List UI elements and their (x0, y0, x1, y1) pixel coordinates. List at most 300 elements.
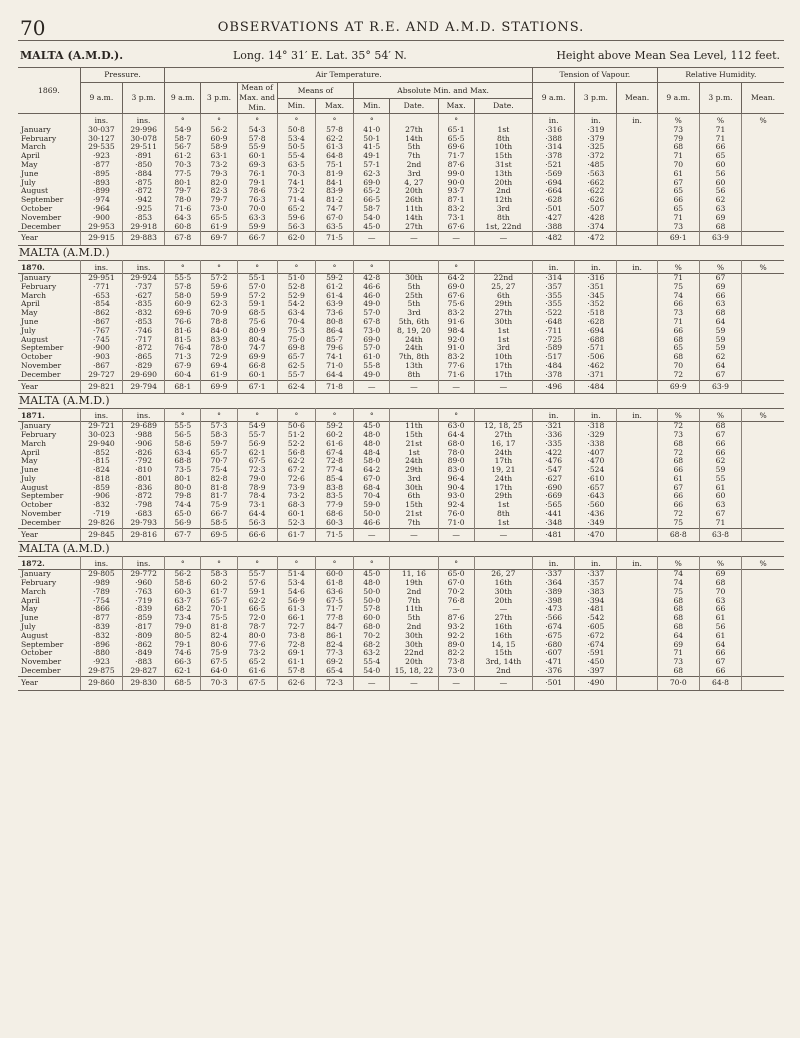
data-cell: ·989 (80, 579, 122, 588)
data-cell: 81·8 (201, 623, 237, 632)
total-cell (742, 528, 784, 542)
data-cell: 46·6 (354, 519, 390, 528)
data-cell: 31st (474, 161, 532, 170)
data-cell: 68·6 (315, 510, 353, 519)
data-cell: 56 (699, 187, 741, 196)
data-cell (742, 510, 784, 519)
data-cell: 71 (657, 273, 699, 282)
data-cell: 77·5 (165, 170, 201, 179)
total-cell: 63·9 (699, 380, 741, 394)
data-cell: 58·7 (354, 205, 390, 214)
data-cell: ·974 (80, 196, 122, 205)
data-cell: 7th (390, 597, 438, 606)
data-cell (617, 336, 657, 345)
data-cell: 75·1 (315, 161, 353, 170)
data-cell: ·325 (575, 143, 617, 152)
data-cell: ·314 (533, 273, 575, 282)
data-cell: 61·9 (201, 223, 237, 232)
data-cell: 2nd (390, 588, 438, 597)
total-cell (617, 232, 657, 246)
header-year: 1869. (18, 68, 80, 114)
data-cell: 63 (699, 597, 741, 606)
data-cell: 68·8 (165, 457, 201, 466)
data-cell (742, 605, 784, 614)
data-cell (742, 597, 784, 606)
month-label: February (18, 135, 80, 144)
total-cell: 69·1 (657, 232, 699, 246)
data-cell: 54·0 (354, 214, 390, 223)
total-cell: — (438, 528, 474, 542)
total-cell: 61·7 (277, 528, 315, 542)
data-cell (617, 196, 657, 205)
data-cell: 85·7 (315, 336, 353, 345)
data-cell: 64·8 (315, 152, 353, 161)
data-cell: 70·1 (201, 605, 237, 614)
data-cell: ·521 (533, 161, 575, 170)
month-label: June (18, 614, 80, 623)
data-cell: 55·5 (165, 422, 201, 431)
data-cell: 65·2 (354, 187, 390, 196)
data-cell: 72·3 (237, 466, 277, 475)
data-cell: 29·721 (80, 422, 122, 431)
month-label: June (18, 466, 80, 475)
data-cell: 75·5 (201, 614, 237, 623)
data-cell (742, 223, 784, 232)
running-title: OBSERVATIONS AT R.E. AND A.M.D. STATIONS. (217, 20, 585, 35)
table-row (18, 570, 784, 579)
table-row (18, 484, 784, 493)
data-cell: 54·0 (354, 667, 390, 676)
data-cell: 29·924 (123, 273, 165, 282)
data-cell: 65 (657, 187, 699, 196)
total-cell: 67·8 (165, 232, 201, 246)
month-label: April (18, 449, 80, 458)
header-tension-3pm: 3 p.m. (575, 83, 617, 114)
data-cell: 29·940 (80, 440, 122, 449)
data-cell: 72·8 (315, 457, 353, 466)
data-cell: 52·8 (277, 283, 315, 292)
data-cell: 42·8 (354, 273, 390, 282)
month-label: March (18, 588, 80, 597)
data-cell (742, 196, 784, 205)
data-cell: 29·953 (80, 223, 122, 232)
table-row (18, 449, 784, 458)
data-cell: 65·1 (438, 126, 474, 135)
data-cell: ·407 (575, 449, 617, 458)
data-cell: 49·0 (354, 371, 390, 380)
header-tension-mean: Mean. (617, 83, 657, 114)
data-cell (742, 170, 784, 179)
data-cell: 73·8 (277, 632, 315, 641)
data-cell: 69 (657, 641, 699, 650)
table-body (18, 114, 784, 691)
unit-cell: ° (438, 114, 474, 126)
header-humidity-3pm: 3 p.m. (699, 83, 741, 114)
data-cell: 68 (657, 605, 699, 614)
data-cell: 76·4 (165, 344, 201, 353)
data-cell: 55·1 (237, 273, 277, 282)
data-cell: 62·2 (315, 135, 353, 144)
data-cell: ·903 (80, 353, 122, 362)
month-label: June (18, 318, 80, 327)
data-cell: ·810 (123, 466, 165, 475)
data-cell: 29th (474, 492, 532, 501)
data-cell: 69·4 (201, 362, 237, 371)
section-heading-row (18, 394, 784, 409)
unit-cell: ° (315, 114, 353, 126)
data-cell: 4, 27 (390, 179, 438, 188)
total-cell: ·490 (575, 676, 617, 690)
data-cell: 48·0 (354, 440, 390, 449)
data-cell: 77·8 (315, 614, 353, 623)
data-cell: 86·1 (315, 632, 353, 641)
data-cell: 84·1 (315, 179, 353, 188)
data-cell: 68 (657, 667, 699, 676)
header-humidity-9am: 9 a.m. (657, 83, 699, 114)
data-cell: ·349 (575, 519, 617, 528)
data-cell: 63·1 (201, 152, 237, 161)
data-cell: 3rd (390, 170, 438, 179)
data-cell: 62 (699, 353, 741, 362)
data-cell: 70 (657, 362, 699, 371)
data-cell: ·801 (123, 475, 165, 484)
data-cell (617, 126, 657, 135)
data-cell: 80·0 (165, 484, 201, 493)
data-cell: 78·0 (201, 344, 237, 353)
data-cell: ·379 (575, 135, 617, 144)
data-cell: 54·3 (237, 126, 277, 135)
data-cell: 70·0 (237, 205, 277, 214)
units-row (18, 261, 784, 274)
data-cell (742, 143, 784, 152)
data-cell: 12th (474, 196, 532, 205)
data-cell: 67·5 (237, 457, 277, 466)
data-cell: 51·4 (277, 570, 315, 579)
data-cell: 73 (657, 309, 699, 318)
unit-cell: % (657, 409, 699, 422)
header-tension: Tension of Vapour. (533, 68, 658, 83)
data-cell: 3rd (474, 205, 532, 214)
data-cell: 5th (390, 283, 438, 292)
data-cell: ·672 (575, 632, 617, 641)
data-cell: ·859 (80, 484, 122, 493)
unit-cell: % (699, 261, 741, 274)
data-cell: ·518 (575, 309, 617, 318)
data-cell: 27th (390, 223, 438, 232)
data-cell: 57·2 (237, 292, 277, 301)
month-label: April (18, 597, 80, 606)
data-cell: 78·6 (237, 187, 277, 196)
data-cell: ·719 (80, 510, 122, 519)
data-cell: 16, 17 (474, 440, 532, 449)
data-cell: 67·5 (315, 597, 353, 606)
data-cell: ·675 (533, 632, 575, 641)
data-cell (742, 126, 784, 135)
data-cell: 65·7 (277, 353, 315, 362)
data-cell: ·507 (575, 205, 617, 214)
data-cell: 67·6 (438, 223, 474, 232)
data-cell: 20th (390, 187, 438, 196)
table-row (18, 353, 784, 362)
month-label: November (18, 214, 80, 223)
data-cell: 57·0 (354, 309, 390, 318)
data-cell: 69·2 (315, 658, 353, 667)
total-cell: — (354, 232, 390, 246)
data-cell: 79·0 (165, 623, 201, 632)
total-cell: 29·883 (123, 232, 165, 246)
unit-cell: in. (575, 114, 617, 126)
data-cell: 11, 16 (390, 570, 438, 579)
data-cell: 61·3 (277, 605, 315, 614)
data-cell: ·316 (575, 273, 617, 282)
data-cell: 80·9 (237, 327, 277, 336)
header-absolute: Absolute Min. and Max. (354, 83, 533, 99)
data-cell: 54·2 (277, 300, 315, 309)
data-cell: ·824 (80, 466, 122, 475)
data-cell: 77·6 (237, 641, 277, 650)
data-cell: 80·4 (237, 336, 277, 345)
data-cell: 93·2 (438, 623, 474, 632)
data-cell: 60·3 (165, 588, 201, 597)
data-cell: ·754 (80, 597, 122, 606)
data-cell: 75·6 (237, 318, 277, 327)
data-cell: 62·5 (277, 362, 315, 371)
unit-cell (474, 409, 532, 422)
data-cell (617, 641, 657, 650)
data-cell: 63·6 (315, 588, 353, 597)
unit-cell: % (699, 557, 741, 570)
total-cell (742, 232, 784, 246)
data-cell: 65·7 (201, 449, 237, 458)
data-cell: ·517 (533, 353, 575, 362)
data-cell: ·900 (80, 214, 122, 223)
unit-cell: in. (575, 261, 617, 274)
data-cell: 67·4 (315, 449, 353, 458)
data-cell: 57·0 (237, 283, 277, 292)
data-cell: 71·4 (277, 196, 315, 205)
data-cell: 82·4 (201, 632, 237, 641)
data-cell (742, 649, 784, 658)
table-row (18, 440, 784, 449)
data-cell: 64 (699, 641, 741, 650)
data-cell: 65·2 (237, 658, 277, 667)
data-cell: 75·0 (277, 336, 315, 345)
month-label: October (18, 649, 80, 658)
data-cell: 74·1 (277, 179, 315, 188)
data-cell: 74·7 (237, 344, 277, 353)
total-cell: 71·8 (315, 380, 353, 394)
data-cell: 68 (699, 309, 741, 318)
data-cell: 54·9 (165, 126, 201, 135)
data-cell: 1st (474, 501, 532, 510)
month-label: May (18, 457, 80, 466)
data-cell: 45·0 (354, 570, 390, 579)
unit-cell: % (759, 263, 767, 273)
table-row (18, 135, 784, 144)
data-cell: ·906 (80, 492, 122, 501)
data-cell: 17th (474, 371, 532, 380)
data-cell: ·626 (575, 196, 617, 205)
data-cell (617, 579, 657, 588)
data-cell: 67 (699, 371, 741, 380)
table-row (18, 658, 784, 667)
data-cell: 71·7 (315, 605, 353, 614)
data-cell: 11th (390, 422, 438, 431)
total-cell: — (354, 380, 390, 394)
total-cell: 29·821 (80, 380, 122, 394)
data-cell: 79·6 (315, 344, 353, 353)
table-row (18, 152, 784, 161)
data-cell: 14, 15 (474, 641, 532, 650)
data-cell (742, 300, 784, 309)
data-cell: 71 (657, 152, 699, 161)
data-cell: 58·6 (165, 440, 201, 449)
unit-cell (390, 557, 438, 570)
unit-cell: in. (533, 261, 575, 274)
data-cell: 79·7 (165, 187, 201, 196)
data-cell: ·571 (575, 344, 617, 353)
data-cell: 62·1 (165, 667, 201, 676)
month-label: August (18, 632, 80, 641)
table-row (18, 501, 784, 510)
month-label: January (18, 570, 80, 579)
data-cell: ·960 (123, 579, 165, 588)
data-cell: 29th (474, 300, 532, 309)
header-air-temperature: Air Temperature. (165, 68, 533, 83)
data-cell: 48·4 (354, 449, 390, 458)
data-cell: 46·6 (354, 283, 390, 292)
data-cell: ·383 (575, 588, 617, 597)
data-cell: 67·0 (354, 475, 390, 484)
data-cell: 54·6 (277, 588, 315, 597)
data-cell: 21st (390, 510, 438, 519)
data-cell: 68·0 (354, 623, 390, 632)
data-cell: 71 (699, 519, 741, 528)
data-cell: ·524 (575, 466, 617, 475)
data-cell: 60 (699, 161, 741, 170)
data-cell: 48·0 (354, 431, 390, 440)
data-cell: ·872 (123, 344, 165, 353)
data-cell: 78·0 (438, 449, 474, 458)
data-cell: 29·690 (123, 371, 165, 380)
data-cell (617, 283, 657, 292)
data-cell: 65·2 (277, 205, 315, 214)
data-cell: 10th (474, 143, 532, 152)
data-cell: 75·9 (201, 501, 237, 510)
data-cell: 56·2 (165, 570, 201, 579)
data-cell: 60·9 (165, 300, 201, 309)
data-cell: 68 (699, 579, 741, 588)
data-cell: 59·0 (354, 501, 390, 510)
data-cell: ·817 (123, 623, 165, 632)
data-cell: 73·5 (165, 466, 201, 475)
unit-cell: ins. (123, 557, 165, 570)
data-cell: ·378 (533, 152, 575, 161)
data-cell: ·674 (575, 641, 617, 650)
total-cell: 72·3 (315, 676, 353, 690)
data-cell: 20th (390, 658, 438, 667)
data-cell: 87·1 (438, 196, 474, 205)
data-cell: 92·2 (438, 632, 474, 641)
data-cell: 75·6 (438, 300, 474, 309)
data-cell: 66·7 (201, 510, 237, 519)
data-cell: ·826 (123, 449, 165, 458)
data-cell: 52·9 (277, 292, 315, 301)
month-label: December (18, 519, 80, 528)
month-label: April (18, 152, 80, 161)
data-cell: 19, 21 (474, 466, 532, 475)
data-cell: 58·0 (354, 457, 390, 466)
data-cell (742, 519, 784, 528)
table-header (18, 68, 784, 114)
data-cell: 56 (699, 170, 741, 179)
data-cell: 59·2 (315, 273, 353, 282)
data-cell (617, 362, 657, 371)
data-cell: 8th (390, 371, 438, 380)
unit-cell: ° (165, 261, 201, 274)
data-cell: 7th, 8th (390, 353, 438, 362)
data-cell (742, 344, 784, 353)
unit-cell: ° (354, 114, 390, 126)
unit-cell: ° (354, 557, 390, 570)
data-cell: 71·6 (165, 205, 201, 214)
data-cell: 61 (699, 484, 741, 493)
data-cell: 69·8 (277, 344, 315, 353)
data-cell: 64·4 (315, 371, 353, 380)
data-cell (617, 292, 657, 301)
unit-cell: ° (201, 557, 237, 570)
data-cell: 17th (474, 362, 532, 371)
month-label: January (18, 422, 80, 431)
total-cell (742, 676, 784, 690)
data-cell: 29·951 (80, 273, 122, 282)
data-cell: 16th (474, 579, 532, 588)
data-cell (742, 457, 784, 466)
data-cell: 80·8 (315, 318, 353, 327)
data-cell: ·643 (575, 492, 617, 501)
data-cell: ·428 (575, 214, 617, 223)
data-cell (742, 371, 784, 380)
data-cell: 61·3 (315, 143, 353, 152)
data-cell (742, 484, 784, 493)
data-cell: ·422 (533, 449, 575, 458)
data-cell: ·835 (123, 300, 165, 309)
data-cell: 48·0 (354, 579, 390, 588)
data-cell: 73·2 (201, 161, 237, 170)
data-cell: 74·4 (165, 501, 201, 510)
data-cell: 81·7 (201, 492, 237, 501)
data-cell: 72·6 (277, 475, 315, 484)
total-cell: 29·845 (80, 528, 122, 542)
data-cell: 79 (657, 135, 699, 144)
data-cell: 63·9 (315, 300, 353, 309)
data-cell: 27th (474, 309, 532, 318)
total-cell: — (390, 676, 438, 690)
data-cell: ·427 (533, 214, 575, 223)
data-cell: ·854 (80, 300, 122, 309)
unit-cell: ° (237, 114, 277, 126)
data-cell: ·338 (575, 440, 617, 449)
data-cell: 90·0 (438, 179, 474, 188)
data-cell: 63·0 (438, 422, 474, 431)
table-row (18, 344, 784, 353)
data-cell (617, 353, 657, 362)
data-cell (742, 152, 784, 161)
data-cell: 56·9 (277, 597, 315, 606)
year-label: Year (18, 676, 80, 690)
table-row (18, 327, 784, 336)
data-cell: 30·127 (80, 135, 122, 144)
